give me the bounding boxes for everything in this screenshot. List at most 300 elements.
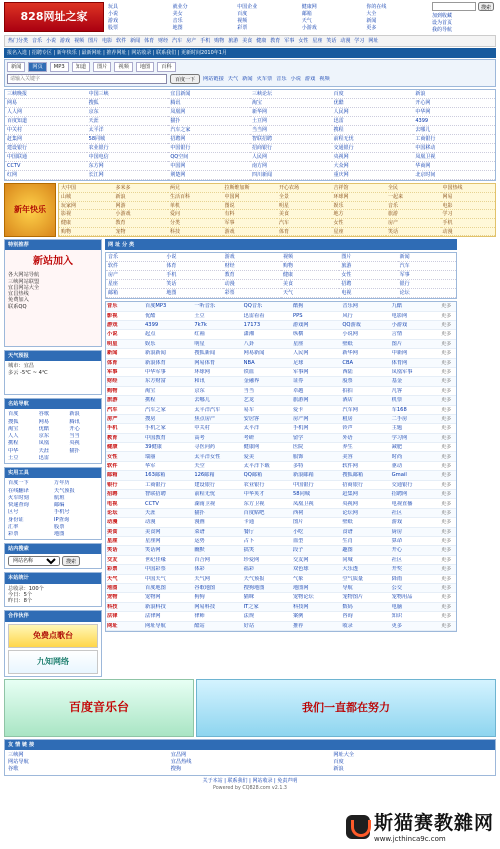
more-link[interactable]: 更多 [440, 462, 452, 469]
site-logo[interactable]: 828网址之家 [4, 2, 104, 32]
row-link[interactable]: 土豆 [194, 312, 205, 319]
row-category[interactable]: 笑话 [107, 547, 118, 554]
hot-link[interactable]: 教育 [270, 38, 281, 44]
top-link[interactable]: 健康网 [301, 3, 317, 10]
category-link[interactable]: 女性 [339, 271, 397, 280]
more-link[interactable]: 更多 [440, 350, 452, 357]
row-link[interactable]: 谷歌地图 [194, 585, 216, 592]
row-link[interactable]: 网易科技 [194, 603, 216, 610]
famous-link[interactable]: 腾讯 [69, 418, 80, 425]
row-link[interactable]: 社区 [391, 556, 403, 563]
row-link[interactable]: QQ邮箱 [243, 472, 263, 479]
row-category[interactable]: 地图 [107, 585, 118, 592]
promo-link[interactable]: 影视 [59, 210, 114, 219]
famous-link[interactable]: 迅雷 [38, 454, 50, 461]
friend-link[interactable]: 宜昌网 [170, 751, 187, 758]
top-link[interactable]: 彩票 [237, 24, 248, 31]
more-link[interactable]: 更多 [440, 500, 452, 507]
category-link[interactable]: 电视 [339, 289, 397, 298]
site-link[interactable]: 汽车之家 [168, 126, 250, 135]
promo-link[interactable]: 汽车 [277, 219, 332, 228]
category-link[interactable]: 财经 [223, 262, 281, 271]
row-link[interactable]: 外语 [342, 434, 353, 441]
row-link[interactable]: 美容 [342, 453, 353, 460]
row-link[interactable]: 太平洋下载 [243, 462, 270, 469]
site-link[interactable]: 东方网 [87, 162, 169, 171]
row-link[interactable]: 纵横 [292, 331, 304, 338]
hot-link[interactable]: 图片 [88, 38, 99, 44]
promo-link[interactable]: 中国热线 [441, 184, 496, 193]
row-link[interactable]: 淘宝 [145, 387, 156, 394]
row-link[interactable]: 搜狗地图 [243, 585, 265, 592]
site-link[interactable]: 太平洋 [87, 126, 169, 135]
row-link[interactable]: 前程无忧 [194, 491, 216, 498]
more-link[interactable]: 更多 [440, 622, 452, 629]
promo-link[interactable]: 两兄 [168, 184, 223, 193]
row-link[interactable]: 东方卫视 [243, 500, 265, 507]
row-link[interactable]: 寻医问药 [194, 444, 216, 451]
site-link[interactable]: 当当网 [250, 126, 332, 135]
row-category[interactable]: 天气 [107, 575, 118, 582]
hotword[interactable]: 网站链接 [203, 76, 224, 83]
row-category[interactable]: 新闻 [107, 350, 118, 357]
more-link[interactable]: 更多 [440, 472, 452, 479]
site-link[interactable]: 宜昌新闻 [168, 90, 250, 99]
hot-link[interactable]: 健康 [256, 38, 267, 44]
row-link[interactable]: 交友网 [292, 556, 309, 563]
row-category[interactable]: 动漫 [107, 519, 118, 526]
row-link[interactable]: 图片 [391, 340, 403, 347]
row-link[interactable]: 汽车之家 [145, 406, 166, 413]
site-link[interactable]: 携程 [332, 126, 414, 135]
top-link[interactable]: 地图 [172, 24, 183, 31]
category-link[interactable]: 教育 [223, 271, 281, 280]
hot-link[interactable]: 软件 [116, 38, 127, 44]
more-link[interactable]: 更多 [440, 566, 452, 573]
tool-link[interactable]: 手机号 [54, 509, 70, 516]
row-link[interactable]: NBA [243, 359, 255, 366]
hotword[interactable]: 视频 [319, 76, 330, 83]
row-link[interactable]: 餐厅 [243, 528, 255, 535]
category-link[interactable]: 军事 [398, 271, 456, 280]
famous-link[interactable]: 搜狐 [8, 418, 19, 425]
row-link[interactable]: 网易体育 [194, 359, 216, 366]
row-link[interactable]: 7k7k [194, 322, 207, 329]
row-link[interactable]: 开奖 [391, 566, 403, 573]
row-category[interactable]: 明星 [107, 340, 118, 347]
hot-link[interactable]: 女性 [298, 38, 309, 44]
row-link[interactable]: 酷站 [194, 622, 205, 629]
hot-link[interactable]: 新闻 [130, 38, 141, 44]
row-link[interactable]: 凡客 [391, 387, 403, 394]
row-link[interactable]: 卓越 [292, 387, 304, 394]
more-link[interactable]: 更多 [440, 575, 452, 582]
row-link[interactable]: 搜房 [145, 416, 156, 422]
friend-link[interactable]: 网站导航 [8, 759, 29, 766]
site-link[interactable]: 红网 [5, 171, 87, 180]
row-link[interactable]: 华军 [145, 462, 156, 469]
row-link[interactable]: 服饰 [292, 453, 304, 460]
more-link[interactable]: 更多 [440, 556, 452, 563]
more-link[interactable]: 更多 [440, 425, 452, 432]
more-link[interactable]: 更多 [440, 594, 452, 601]
row-link[interactable]: 百度贴吧 [243, 509, 265, 516]
bottom-nav-link[interactable]: 网站收录 [252, 777, 273, 784]
search-tab-active[interactable]: 网页 [28, 62, 46, 72]
category-link[interactable]: 购物 [281, 262, 339, 271]
row-link[interactable]: 优酷 [145, 312, 156, 319]
row-link[interactable]: 搜狐新闻 [194, 350, 216, 357]
promo-link[interactable]: 电影 [441, 202, 496, 211]
site-search-button[interactable]: 搜索 [62, 556, 80, 566]
top-link[interactable]: 天气 [301, 17, 312, 24]
category-link[interactable]: 图片 [339, 253, 397, 262]
tool-link[interactable]: 汇率 [8, 523, 19, 530]
site-link[interactable]: 中国移动 [413, 144, 495, 153]
hot-link[interactable]: 笑话 [326, 38, 337, 44]
row-category[interactable]: 论坛 [107, 509, 118, 516]
row-link[interactable]: QQ音乐 [243, 303, 263, 310]
promo-link[interactable]: 有料 [223, 210, 278, 219]
promo-link[interactable]: 新浪 [114, 193, 169, 202]
hot-link[interactable]: 视频 [74, 38, 85, 44]
top-link[interactable]: 新闻 [366, 17, 377, 24]
row-category[interactable]: 交友 [107, 556, 118, 563]
site-link[interactable]: 开心网 [413, 99, 495, 108]
site-link[interactable]: 猫扑 [168, 117, 250, 126]
row-category[interactable]: 健康 [107, 444, 118, 451]
row-link[interactable]: 铃声 [342, 425, 353, 432]
promo-link[interactable]: 明星 [277, 202, 332, 211]
hot-link[interactable]: 小说 [46, 38, 57, 44]
row-link[interactable]: 宠物用品 [391, 594, 413, 601]
top-link[interactable]: 小游戏 [301, 24, 317, 31]
row-link[interactable]: 导航 [342, 585, 353, 592]
row-category[interactable]: 美食 [107, 528, 118, 535]
row-link[interactable]: 旅游网 [292, 397, 309, 404]
quick-link[interactable]: 加到收藏 [432, 12, 453, 19]
tool-link[interactable]: 百度一下 [8, 480, 29, 487]
promo-link[interactable]: 玩家网 [59, 202, 114, 211]
row-link[interactable]: 幽默 [194, 547, 205, 554]
site-link[interactable]: 智联招聘 [250, 135, 332, 144]
hot-link[interactable]: 财经 [158, 38, 169, 44]
famous-link[interactable]: 开心 [69, 425, 80, 432]
partner-ad-song[interactable]: 免费点歌台 [8, 624, 98, 648]
site-link[interactable]: 工商银行 [413, 135, 495, 144]
friend-link[interactable]: 新浪 [333, 766, 344, 773]
row-link[interactable]: 股票 [342, 378, 353, 385]
site-link[interactable]: 迅雷 [332, 117, 414, 126]
row-link[interactable]: 央视网 [342, 500, 358, 507]
row-link[interactable]: 中国教育 [145, 434, 166, 441]
row-link[interactable]: 凤凰卫视 [292, 500, 314, 507]
more-link[interactable]: 更多 [440, 444, 452, 451]
hot-link[interactable]: 房产 [186, 38, 197, 44]
row-link[interactable]: 菜谱 [194, 528, 205, 535]
row-link[interactable]: 新华网 [342, 350, 358, 357]
row-link[interactable]: 163邮箱 [145, 472, 166, 479]
friend-link[interactable]: 搜狗 [170, 766, 182, 773]
category-link[interactable]: 游戏 [223, 253, 281, 262]
row-link[interactable]: 软件网 [342, 462, 358, 469]
tool-link[interactable]: 火车时刻 [8, 494, 29, 501]
row-link[interactable]: 中国彩票 [145, 566, 166, 573]
mini-search-input[interactable] [432, 2, 476, 11]
hot-link[interactable]: 美食 [242, 38, 253, 44]
row-category[interactable]: 汽车 [107, 406, 118, 413]
row-link[interactable]: 好站 [243, 622, 255, 629]
top-link[interactable]: 中国企业 [237, 3, 258, 10]
row-link[interactable]: 八卦 [243, 340, 255, 347]
row-category[interactable]: 小说 [107, 331, 118, 338]
row-link[interactable]: 星座 [292, 340, 304, 347]
row-link[interactable]: 多特 [292, 462, 304, 469]
row-link[interactable]: 养生 [342, 444, 353, 451]
famous-link[interactable]: 谷歌 [38, 411, 50, 418]
tool-link[interactable]: 邮编 [54, 502, 65, 509]
famous-link[interactable]: 当当 [69, 433, 80, 440]
promo-link[interactable]: 分类 [168, 219, 223, 228]
row-link[interactable]: 百度地图 [145, 585, 166, 592]
newyear-badge[interactable]: 新年快乐 [4, 183, 56, 237]
site-link[interactable]: 三峡晚报 [5, 90, 87, 99]
row-link[interactable]: 推荐 [292, 622, 304, 629]
promo-link[interactable]: 开心农场 [277, 184, 332, 193]
category-link[interactable]: 体育 [164, 262, 222, 271]
row-link[interactable]: 红袖 [194, 331, 205, 338]
site-link[interactable]: 交通银行 [332, 144, 414, 153]
row-link[interactable]: 潇湘 [243, 331, 255, 338]
top-link[interactable]: 美女 [172, 10, 183, 17]
row-link[interactable]: 运势 [194, 538, 205, 545]
promo-link[interactable]: 山城 [59, 193, 114, 202]
hotword[interactable]: 音乐 [276, 76, 287, 83]
search-tab[interactable]: 知道 [72, 62, 90, 72]
row-link[interactable]: 知识 [391, 613, 403, 620]
bottom-nav-link[interactable]: 联系我们 [227, 777, 248, 784]
row-link[interactable]: 论坛网 [342, 509, 358, 516]
site-link[interactable]: 招商银行 [250, 144, 332, 153]
row-category[interactable]: 军事 [107, 369, 118, 376]
row-link[interactable]: 铁血 [243, 369, 255, 376]
hot-link[interactable]: 旅游 [228, 38, 239, 44]
site-search-select[interactable] [8, 556, 60, 566]
row-link[interactable]: 赶集网 [342, 491, 358, 498]
promo-link[interactable]: 多米多 [114, 184, 169, 193]
row-category[interactable]: 游戏 [107, 322, 118, 329]
row-link[interactable]: 百度MP3 [145, 303, 167, 310]
row-link[interactable]: 交通银行 [391, 481, 413, 488]
promo-link[interactable]: 房产 [386, 219, 441, 228]
site-link[interactable]: CCTV [5, 162, 87, 171]
promo-link[interactable]: 大中国 [59, 184, 114, 193]
search-tab[interactable]: 地图 [136, 62, 154, 72]
category-link[interactable]: 房产 [106, 271, 164, 280]
row-category[interactable]: 电视 [107, 500, 118, 507]
row-category[interactable]: 音乐 [107, 303, 118, 310]
row-link[interactable]: 天气网 [194, 575, 210, 582]
row-link[interactable]: 携程 [145, 397, 156, 404]
row-link[interactable]: 凤凰军事 [391, 369, 413, 376]
row-link[interactable]: 东方财富 [145, 378, 166, 385]
row-link[interactable]: 壁纸 [342, 340, 353, 347]
row-link[interactable]: 新浪科技 [145, 603, 166, 610]
row-link[interactable]: 占卜 [243, 538, 255, 545]
row-category[interactable]: 宠物 [107, 594, 118, 601]
site-link[interactable]: 土豆网 [250, 117, 332, 126]
row-link[interactable]: 太平洋 [243, 425, 260, 432]
friend-link[interactable]: 三峡网 [8, 751, 24, 758]
row-category[interactable]: 体育 [107, 359, 118, 366]
category-link[interactable]: 旅游 [339, 262, 397, 271]
row-link[interactable]: 九酷 [391, 303, 403, 310]
site-link[interactable]: 淘宝 [250, 99, 332, 108]
row-link[interactable]: 去哪儿 [194, 397, 210, 404]
promo-link[interactable]: 健康 [59, 219, 114, 228]
site-link[interactable]: 人民网 [332, 108, 414, 117]
row-link[interactable]: 言情 [391, 331, 403, 338]
row-link[interactable]: 爱美 [243, 453, 255, 460]
row-link[interactable]: 宠物网 [145, 594, 161, 601]
top-link[interactable]: 就业分 [172, 3, 188, 10]
row-link[interactable]: 爱卡 [292, 406, 304, 413]
row-link[interactable]: 高考 [194, 434, 205, 441]
famous-link[interactable]: 新浪 [69, 411, 80, 418]
row-link[interactable]: 气象 [292, 575, 304, 582]
site-link[interactable]: 农业银行 [87, 144, 169, 153]
category-link[interactable]: 彩票 [223, 289, 281, 298]
row-link[interactable]: 中华英才 [243, 491, 265, 498]
hot-link[interactable]: 音乐 [32, 38, 43, 44]
row-link[interactable]: 减肥 [391, 444, 403, 451]
more-link[interactable]: 更多 [440, 303, 452, 310]
row-link[interactable]: 酒店 [342, 397, 353, 404]
famous-link[interactable]: 天涯 [38, 447, 50, 454]
more-link[interactable]: 更多 [440, 416, 452, 422]
row-link[interactable]: 天气预报 [243, 575, 265, 582]
row-link[interactable]: 汽车网 [342, 406, 358, 413]
row-link[interactable]: 食谱 [342, 528, 353, 535]
site-link[interactable]: 凤凰卫视 [413, 153, 495, 162]
friend-link[interactable]: 网址大全 [333, 751, 355, 758]
promo-link[interactable]: 体育 [277, 228, 332, 237]
top-link[interactable]: 大全 [366, 10, 377, 17]
promo-link[interactable]: 女性 [332, 219, 387, 228]
top-link[interactable]: 股票 [108, 24, 119, 31]
site-link[interactable]: 华商网 [413, 162, 495, 171]
top-link[interactable]: 玩具 [108, 3, 119, 10]
promo-link[interactable]: 笑话 [386, 228, 441, 237]
row-link[interactable]: 湖南卫视 [194, 500, 216, 507]
more-link[interactable]: 更多 [440, 481, 452, 488]
hot-link[interactable]: 体育 [144, 38, 155, 44]
site-link[interactable]: QQ空间 [168, 153, 250, 162]
more-link[interactable]: 更多 [440, 387, 452, 394]
row-category[interactable]: 财经 [107, 378, 118, 385]
hot-link[interactable]: 星座 [312, 38, 323, 44]
row-link[interactable]: Gmail [391, 472, 407, 479]
promo-link[interactable]: 动漫 [441, 228, 496, 237]
row-link[interactable]: 星座网 [145, 538, 161, 545]
row-link[interactable]: 京东 [194, 387, 205, 394]
promo-link[interactable]: 生活百科 [168, 193, 223, 202]
category-link[interactable]: 视频 [281, 253, 339, 262]
hot-link[interactable]: 学习 [354, 38, 365, 44]
row-link[interactable]: 科技网 [292, 603, 309, 610]
row-link[interactable]: 段子 [292, 547, 304, 554]
tool-link[interactable]: 天气预报 [54, 487, 75, 494]
row-link[interactable]: 游戏网 [292, 322, 309, 329]
site-link[interactable]: 三峡论坛 [250, 90, 332, 99]
site-link[interactable]: 4399 [413, 117, 495, 126]
site-link[interactable]: 新华网 [250, 108, 332, 117]
row-category[interactable]: 招聘 [107, 491, 118, 498]
row-link[interactable]: 租房 [342, 416, 353, 422]
hotword[interactable]: 游戏 [304, 76, 316, 83]
more-link[interactable]: 更多 [440, 528, 452, 535]
friend-link[interactable]: 宜昌热线 [170, 759, 192, 766]
hot-link[interactable]: 电影 [102, 38, 113, 44]
site-link[interactable]: 中关村 [5, 126, 87, 135]
row-link[interactable]: 手机之家 [145, 425, 166, 432]
row-link[interactable]: 金融界 [243, 378, 260, 385]
row-link[interactable]: 易车 [243, 406, 255, 413]
row-category[interactable]: 影视 [107, 312, 118, 319]
partner-ad-network[interactable]: 九知网络 [8, 650, 98, 674]
top-link[interactable]: 更多 [366, 24, 377, 31]
famous-link[interactable]: 百度 [8, 411, 19, 418]
mini-search-button[interactable]: 搜索 [478, 2, 494, 11]
row-link[interactable]: 西陆 [342, 369, 353, 376]
row-link[interactable]: 体育网 [391, 359, 408, 366]
row-link[interactable]: 安居客 [243, 416, 260, 422]
row-link[interactable]: 中关村 [194, 425, 210, 432]
search-tab[interactable]: 视频 [114, 62, 132, 72]
row-link[interactable]: 壁纸 [342, 519, 353, 526]
tool-link[interactable]: 地图 [54, 530, 65, 537]
tool-link[interactable]: 万年历 [54, 480, 70, 487]
site-link[interactable]: 凤凰网 [168, 108, 250, 117]
row-link[interactable]: 地图网 [292, 585, 309, 592]
search-tab[interactable]: 图片 [93, 62, 111, 72]
site-link[interactable]: 南方网 [250, 162, 332, 171]
category-link[interactable]: 论坛 [398, 289, 456, 298]
banner-left[interactable]: 百度音乐台 [4, 679, 194, 737]
row-category[interactable]: 女性 [107, 453, 118, 460]
row-link[interactable]: 起点 [145, 331, 156, 338]
row-category[interactable]: 软件 [107, 462, 118, 469]
row-link[interactable]: 小说网 [342, 331, 358, 338]
row-link[interactable]: 音乐网 [342, 303, 358, 310]
row-link[interactable]: 宠物图片 [342, 594, 364, 601]
row-link[interactable]: 考研 [243, 434, 255, 441]
promo-link[interactable]: 爱问 [168, 210, 223, 219]
site-link[interactable]: 北京时间 [413, 171, 495, 180]
row-link[interactable]: PPS [292, 312, 303, 319]
famous-link[interactable]: 携程 [8, 440, 19, 447]
row-link[interactable]: 17173 [243, 322, 261, 329]
row-link[interactable]: QQ游戏 [342, 322, 361, 329]
site-link[interactable]: 百度知道 [5, 117, 87, 126]
row-link[interactable]: 世纪佳缘 [145, 556, 166, 563]
famous-link[interactable]: 淘宝 [8, 425, 19, 432]
site-link[interactable]: 网易 [5, 99, 87, 108]
more-link[interactable]: 更多 [440, 538, 452, 545]
friend-link[interactable]: 百度 [333, 759, 344, 766]
row-link[interactable]: CBA [342, 359, 354, 366]
row-link[interactable]: 风行 [342, 312, 353, 319]
